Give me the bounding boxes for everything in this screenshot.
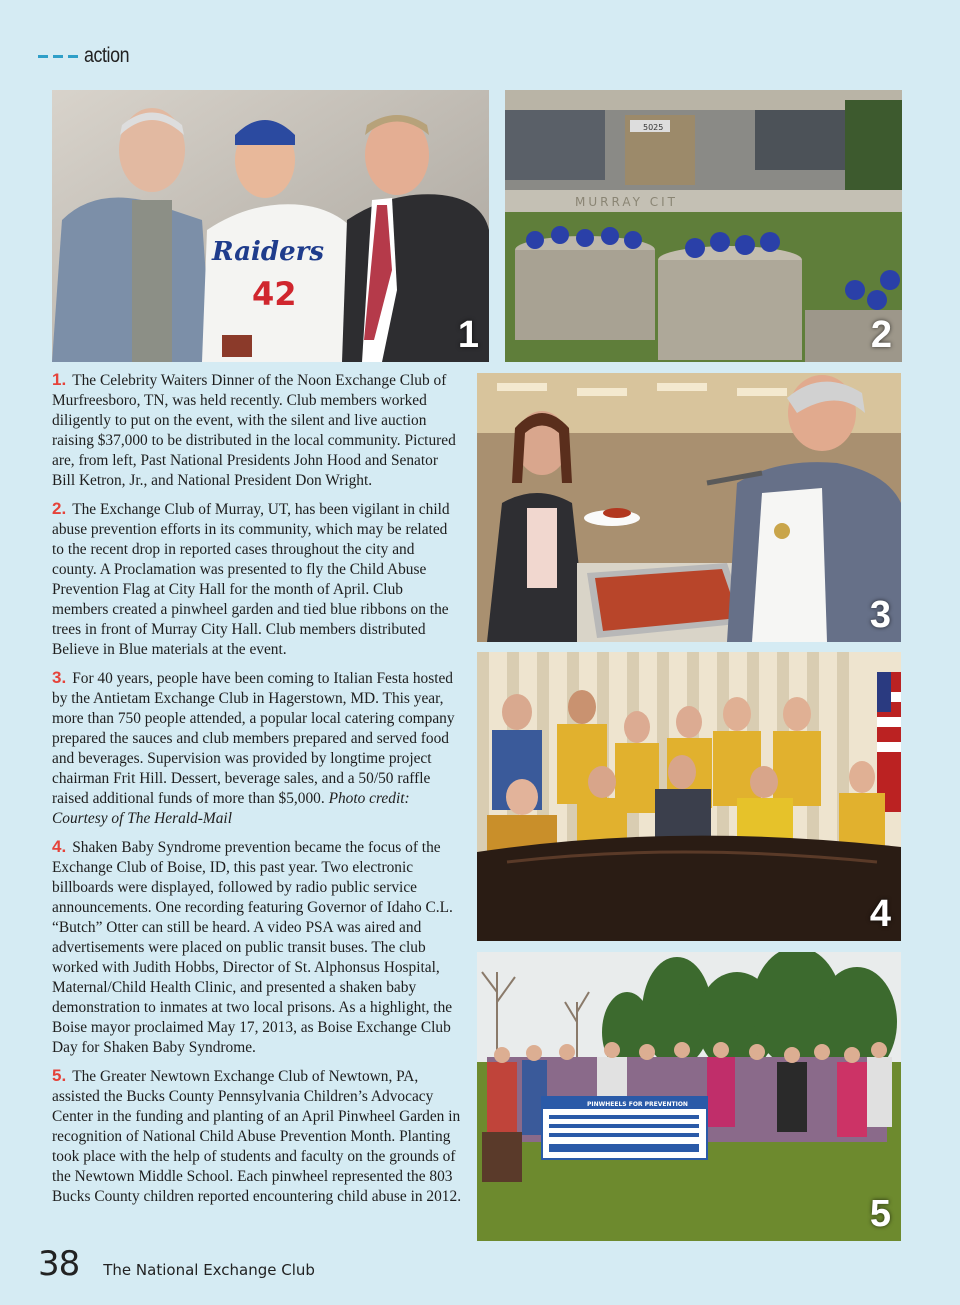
publication-name: The National Exchange Club (103, 1261, 315, 1279)
photo-number-5: 5 (869, 1193, 891, 1235)
article-text: The Celebrity Waiters Dinner of the Noon Exchange Club of Murfreesboro, TN, was held recently. Club members worked diligently to put on the event, with the silent and live auction raising $37,000 to be distributed in the local community. Pictured are, from left, Past National Presidents John Hood and Senator Bill Ketron, Jr., and National President Don Wright. (52, 372, 456, 489)
article-text: For 40 years, people have been coming to Italian Festa hosted by the Antietam Exchange Club in Hagerstown, MD. This year, more than 750 people attended, a popular local catering company prepared the sauces and club members prepared and served food and beverages. Supervision was provided by longtime project chairman Frit Hill. Dessert, beverage sales, and a 50/50 raffle raised additional funds of more than $5,000. (52, 670, 455, 807)
photo-italian-festa (477, 373, 901, 642)
building-number-text: 5025 (643, 123, 664, 132)
section-label: action (84, 44, 130, 67)
photo-boise-club (477, 652, 901, 941)
article-text: The Greater Newtown Exchange Club of Newtown, PA, assisted the Bucks County Pennsylvania Children’s Advocacy Center in the funding and planting of an April Pinwheel Garden in recognition of National Child Abuse Prevention Month. Planting took place with the help of students and faculty on the grounds of the Newtown Middle School. Each pinwheel represented the 803 Bucks County children reported encountering child abuse in 2012. (52, 1068, 462, 1205)
photo-number-1: 1 (457, 314, 479, 356)
article-4 (52, 837, 462, 1058)
photo-murray-city-hall (505, 90, 902, 362)
page-number: 38 (38, 1244, 80, 1284)
photo-number-2: 2 (870, 314, 892, 356)
article-number: 1. (52, 370, 67, 389)
article-1 (52, 370, 462, 491)
section-dashes (38, 55, 78, 58)
article-number: 2. (52, 499, 67, 518)
photo-number-4: 4 (869, 893, 891, 935)
article-number: 5. (52, 1066, 67, 1085)
article-number: 4. (52, 837, 67, 856)
page-footer (38, 1244, 315, 1284)
article-number: 3. (52, 668, 67, 687)
article-2 (52, 499, 462, 660)
section-tag (38, 44, 137, 68)
jersey-number-text: 42 (252, 275, 297, 313)
photo-credit: Photo credit: Courtesy of The Herald-Mail (52, 790, 410, 827)
city-sign-text: MURRAY CIT (575, 195, 678, 209)
article-text: The Exchange Club of Murray, UT, has been vigilant in child abuse prevention efforts in its community, which may be related to the recent drop in reported cases throughout the city and county. A Proclamation was presented to fly the Child Abuse Prevention Flag at City Hall for the month of April. Club members created a pinwheel garden and tied blue ribbons on the trees in front of Murray City Hall. Club members distributed Believe in Blue materials at the event. (52, 501, 450, 658)
jersey-team-text: Raiders (212, 237, 324, 267)
article-column (52, 370, 462, 1215)
article-5 (52, 1066, 462, 1207)
article-text: Shaken Baby Syndrome prevention became the focus of the Exchange Club of Boise, ID, this past year. Two electronic billboards were displayed, followed by radio public service announcements. One recording featuring Governor of Idaho C.L. “Butch” Otter can still be heard. A video PSA was aired and advertisements were placed on public transit buses. The club worked with Judith Hobbs, Director of St. Alphonsus Hospital, Maternal/Child Health Clinic, and presented a shaken baby demonstration to inmates at two local prisons. As a highlight, the Boise mayor proclaimed May 17, 2013, as Boise Exchange Club Day for Shaken Baby Syndrome. (52, 839, 453, 1056)
photo-newtown-pinwheel (477, 952, 901, 1241)
photo-number-3: 3 (869, 594, 891, 636)
photo-celebrity-waiters (52, 90, 489, 362)
article-3 (52, 668, 462, 829)
banner-title-text: PINWHEELS FOR PREVENTION (587, 1101, 688, 1108)
